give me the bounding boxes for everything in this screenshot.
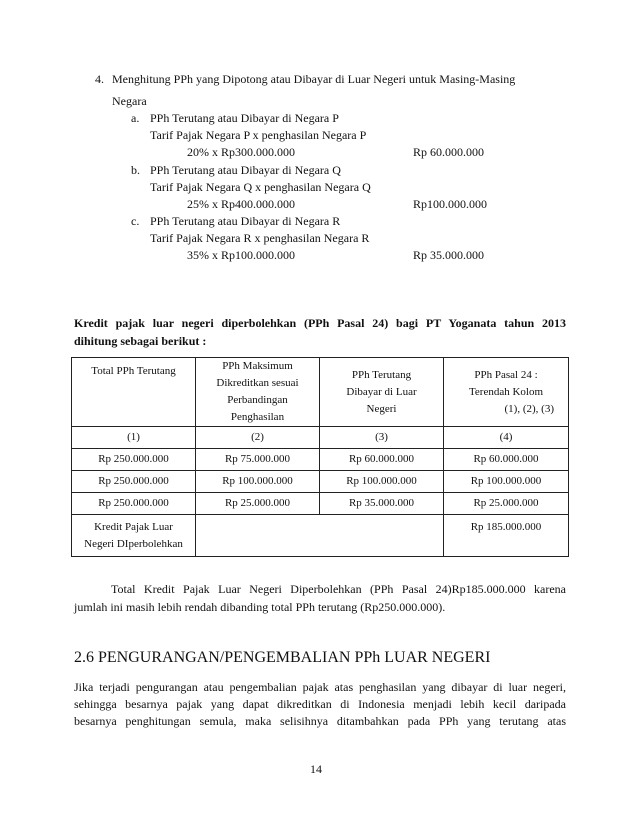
subitem-c-line2: Tarif Pajak Negara R x penghasilan Negara R (150, 231, 370, 245)
total-label-line2: Negeri DIperbolehkan (84, 537, 183, 550)
item4-title-line2: Negara (112, 94, 147, 108)
subitem-c-calc: 35% x Rp100.000.000 (187, 248, 295, 262)
subitem-c-result: Rp 35.000.000 (413, 248, 485, 262)
table-cell: Rp 100.000.000 (196, 471, 320, 493)
table-cell: Rp 60.000.000 (444, 449, 569, 471)
total-label (72, 515, 196, 557)
para-line3: besarnya penghitungan semula, maka selisihnya ditambahkan pada PPh yang terutang atas (74, 714, 566, 728)
table-row (72, 449, 569, 471)
table-row (72, 493, 569, 515)
total-empty-cell (196, 515, 320, 557)
section-paragraph (74, 679, 566, 730)
kredit-intro (74, 316, 566, 331)
header-col3 (320, 358, 444, 427)
table-header-row (72, 358, 569, 427)
table-cell: Rp 35.000.000 (320, 493, 444, 515)
header-col4-line1: PPh Pasal 24 : (474, 368, 538, 381)
subitem-b-calc: 25% x Rp400.000.000 (187, 197, 295, 211)
subitem-b-line2: Tarif Pajak Negara Q x penghasilan Negara Q (150, 180, 371, 194)
table-cell: Rp 25.000.000 (196, 493, 320, 515)
subitem-a-result: Rp 60.000.000 (413, 145, 485, 159)
subitem-b-letter: b. (131, 163, 140, 177)
total-value: Rp 185.000.000 (444, 515, 569, 557)
header-col2-line1: PPh Maksimum (222, 360, 293, 372)
para-line1: Jika terjadi pengurangan atau pengembalian pajak atas penghasilan yang dibayar di luar negeri, (74, 680, 566, 694)
para-line2: sehingga besarnya pajak yang dapat dikreditkan di Indonesia menjadi lebih kecil daripada (74, 697, 566, 711)
colnum-4: (4) (444, 427, 569, 449)
kredit-intro-line1: Kredit pajak luar negeri diperbolehkan (PPh Pasal 24) bagi PT Yoganata tahun 2013 (74, 316, 566, 330)
header-col1 (72, 358, 196, 427)
total-empty-cell (320, 515, 444, 557)
header-col1-text: Total PPh Terutang (91, 365, 176, 377)
header-col4-line2: Terendah Kolom (468, 385, 544, 398)
summary-line1: Total Kredit Pajak Luar Negeri Diperbolehkan (PPh Pasal 24)Rp185.000.000 karena (111, 582, 566, 596)
subitem-b-result: Rp100.000.000 (413, 197, 488, 211)
subitem-c-letter: c. (131, 214, 140, 228)
table-cell: Rp 25.000.000 (444, 493, 569, 515)
summary-block (74, 582, 566, 597)
header-col4 (444, 358, 569, 427)
header-col3-line3: Negeri (366, 402, 397, 415)
table-cell: Rp 250.000.000 (72, 471, 196, 493)
table-cell: Rp 75.000.000 (196, 449, 320, 471)
colnum-3: (3) (320, 427, 444, 449)
table-cell: Rp 250.000.000 (72, 493, 196, 515)
summary-line2: jumlah ini masih lebih rendah dibanding total PPh terutang (Rp250.000.000). (74, 600, 446, 614)
header-col3-line1: PPh Terutang (351, 368, 412, 381)
subitem-a-calc: 20% x Rp300.000.000 (187, 145, 295, 159)
item4-title-line1: Menghitung PPh yang Dipotong atau Dibayar di Luar Negeri untuk Masing-Masing (112, 72, 516, 86)
header-col2-line3: Perbandingan Penghasilan (227, 394, 288, 424)
section-heading: 2.6 PENGURANGAN/PENGEMBALIAN PPh LUAR NEGERI (74, 649, 491, 666)
kredit-table (71, 357, 569, 557)
table-cell: Rp 60.000.000 (320, 449, 444, 471)
subitem-a-letter: a. (131, 111, 140, 125)
table-cell: Rp 100.000.000 (320, 471, 444, 493)
subitem-a-line2: Tarif Pajak Negara P x penghasilan Negara P (150, 128, 367, 142)
item4-number: 4. (95, 72, 104, 86)
table-row (72, 471, 569, 493)
subitem-a-line1: PPh Terutang atau Dibayar di Negara P (150, 111, 339, 125)
table-cell: Rp 250.000.000 (72, 449, 196, 471)
page-number: 14 (310, 762, 322, 776)
header-col2 (196, 358, 320, 427)
colnum-1: (1) (72, 427, 196, 449)
table-total-row (72, 515, 569, 557)
subitem-c-line1: PPh Terutang atau Dibayar di Negara R (150, 214, 341, 228)
colnum-2: (2) (196, 427, 320, 449)
header-col3-line2: Dibayar di Luar (346, 385, 417, 398)
table-cell: Rp 100.000.000 (444, 471, 569, 493)
total-label-line1: Kredit Pajak Luar (94, 520, 173, 533)
subitem-b-line1: PPh Terutang atau Dibayar di Negara Q (150, 163, 341, 177)
kredit-intro-line2: dihitung sebagai berikut : (74, 334, 207, 348)
header-col2-line2: Dikreditkan sesuai (216, 377, 299, 390)
table-colnum-row (72, 427, 569, 449)
header-col4-line3: (1), (2), (3) (504, 402, 554, 415)
